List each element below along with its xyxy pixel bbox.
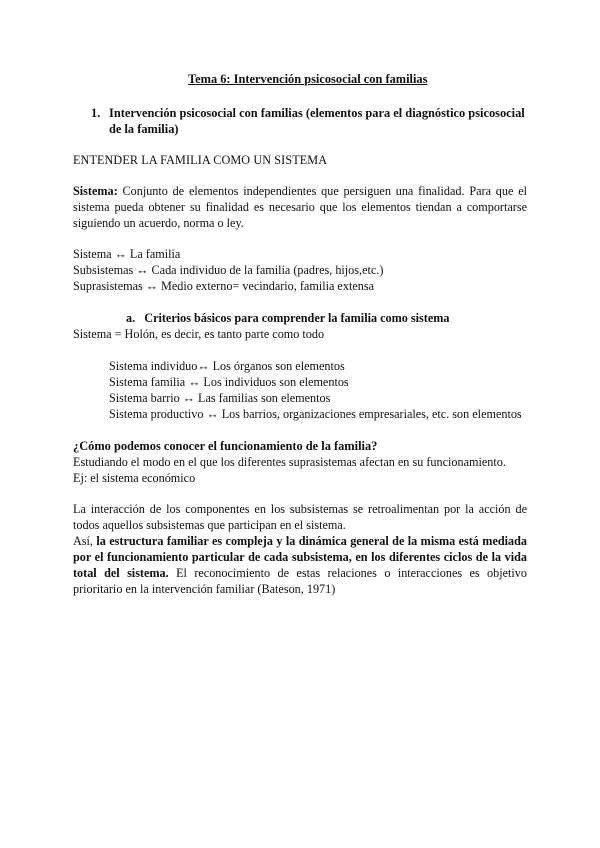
sistema-definition-line-1 [73,184,527,199]
conclusion-rest-3: El reconocimiento de estas relaciones o interacciones es objetivo [168,566,527,580]
example-familia: Sistema familia ↔ Los individuos son elementos [109,375,349,389]
sistema-definition-line-3: siguiendo un acuerdo, norma o ley. [73,216,244,230]
holon-definition: Sistema = Holón, es decir, es tanto parte como todo [73,327,325,341]
section-number: 1. [91,106,101,120]
example-individuo: Sistema individuo↔ Los órganos son elementos [109,359,345,373]
conclusion-bold-2: por el funcionamiento particular de cada subsistema, en los diferentes ciclos de la vida [73,550,527,564]
conclusion-line-4: prioritario en la intervención familiar (Bateson, 1971) [73,582,336,596]
level-sistema: Sistema ↔ La familia [73,247,181,261]
interaction-line-2: todos aquellos subsistemas que participan en el sistema. [73,518,346,532]
section-heading-line-1: Intervención psicosocial con familias (elementos para el diagnóstico psicosocial [109,106,525,120]
level-subsistemas: Subsistemas ↔ Cada individuo de la familia (padres, hijos,etc.) [73,263,384,277]
caps-heading: ENTENDER LA FAMILIA COMO UN SISTEMA [73,153,328,167]
subsection-a-heading [126,311,450,326]
section-heading-line-2: de la familia) [109,122,179,136]
sistema-definition-line-2: sistema pueda obtener su finalidad es necesario que los elementos tiendan a comportarse [73,200,527,214]
conclusion-prefix: Así, [73,534,97,548]
question-answer: Estudiando el modo en el que los diferentes suprasistemas afectan en su funcionamiento. [73,455,506,469]
subsection-title: Criterios básicos para comprender la familia como sistema [144,311,450,325]
subsection-marker: a. [126,311,136,325]
level-suprasistemas: Suprasistemas ↔ Medio externo= vecindario, familia extensa [73,279,374,293]
conclusion-bold-3: total del sistema. [73,566,169,580]
conclusion-line-1 [73,534,527,549]
document-title: Tema 6: Intervención psicosocial con familias [188,72,428,86]
example-productivo: Sistema productivo ↔ Los barrios, organizaciones empresariales, etc. son elementos [109,407,522,421]
example-economic: Ej: el sistema económico [73,471,196,485]
sistema-term: Sistema: [73,184,118,198]
question-heading: ¿Cómo podemos conocer el funcionamiento de la familia? [73,439,378,453]
example-barrio: Sistema barrio ↔ Las familias son elementos [109,391,331,405]
interaction-line-1: La interacción de los componentes en los subsistemas se retroalimentan por la acción de [73,502,527,516]
conclusion-line-3 [73,566,527,581]
conclusion-bold-1: la estructura familiar es compleja y la dinámica general de la misma está mediada [96,534,527,548]
conclusion-line-2 [73,550,527,565]
sistema-definition-text: Conjunto de elementos independientes que persiguen una finalidad. Para que el [117,184,527,198]
